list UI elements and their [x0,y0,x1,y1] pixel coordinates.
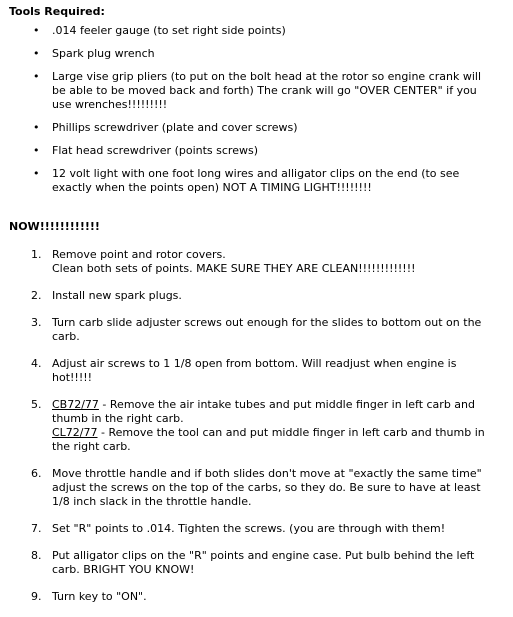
step-item: 8. Put alligator clips on the "R" points and engine case. Put bulb behind the left carb. BRIGHT YOU KNOW! [31,549,475,576]
step-number: 3. [31,316,42,329]
step-number: 9. [31,590,42,603]
bullet-icon: • [33,167,40,180]
model-cl72-77: CL72/77 [52,426,98,439]
bullet-icon: • [33,144,40,157]
step-number: 5. [31,398,42,411]
list-item: • Phillips screwdriver (plate and cover screws) [33,121,298,134]
step-number: 1. [31,248,42,261]
list-item: • Flat head screwdriver (points screws) [33,144,258,157]
steps-list [0,248,513,617]
list-item: • Spark plug wrench [33,47,155,60]
step-item: 7. Set "R" points to .014. Tighten the screws. (you are through with them! [31,522,446,535]
step-item: 2. Install new spark plugs. [31,289,182,302]
step-item: 3. Turn carb slide adjuster screws out enough for the slides to bottom out on the carb. [31,316,482,343]
list-item: • Large vise grip pliers (to put on the bolt head at the rotor so engine crank will be able to be moved back and forth) The crank will go "OVER CENTER" if you use wrenches!!!!!!!!! [33,70,481,111]
list-item: • 12 volt light with one foot long wires and alligator clips on the end (to see exactly when the points open) NOT A TIMING LIGHT!!!!!!!! [33,167,460,194]
step-item: 9. Turn key to "ON". [31,590,147,603]
tools-heading: Tools Required: [9,5,105,18]
step-number: 6. [31,467,42,480]
step-number: 7. [31,522,42,535]
now-heading: NOW!!!!!!!!!!!! [9,220,100,233]
bullet-icon: • [33,70,40,83]
step-number: 2. [31,289,42,302]
step-item: 4. Adjust air screws to 1 1/8 open from bottom. Will readjust when engine is hot!!!!! [31,357,457,384]
bullet-icon: • [33,121,40,134]
bullet-icon: • [33,47,40,60]
step-number: 4. [31,357,42,370]
step-item: 6. Move throttle handle and if both slides don't move at "exactly the same time" adjust the screws on the top of the carbs, so they do. Be sure to have at least 1/8 inch slack in the throttle handle. [31,467,482,508]
bullet-icon: • [33,24,40,37]
list-item: • .014 feeler gauge (to set right side points) [33,24,286,37]
tools-list [0,24,513,204]
model-cb72-77: CB72/77 [52,398,99,411]
step-item: 5. CB72/77 - Remove the air intake tubes and put middle finger in left carb and thumb in the right carb. CL72/77 - Remove the tool can and put middle finger in left carb and thumb in the right carb. [31,398,485,453]
step-item: 1. Remove point and rotor covers. Clean both sets of points. MAKE SURE THEY ARE CLEAN!!!!!!!!!!!!! [31,248,416,275]
step-number: 8. [31,549,42,562]
